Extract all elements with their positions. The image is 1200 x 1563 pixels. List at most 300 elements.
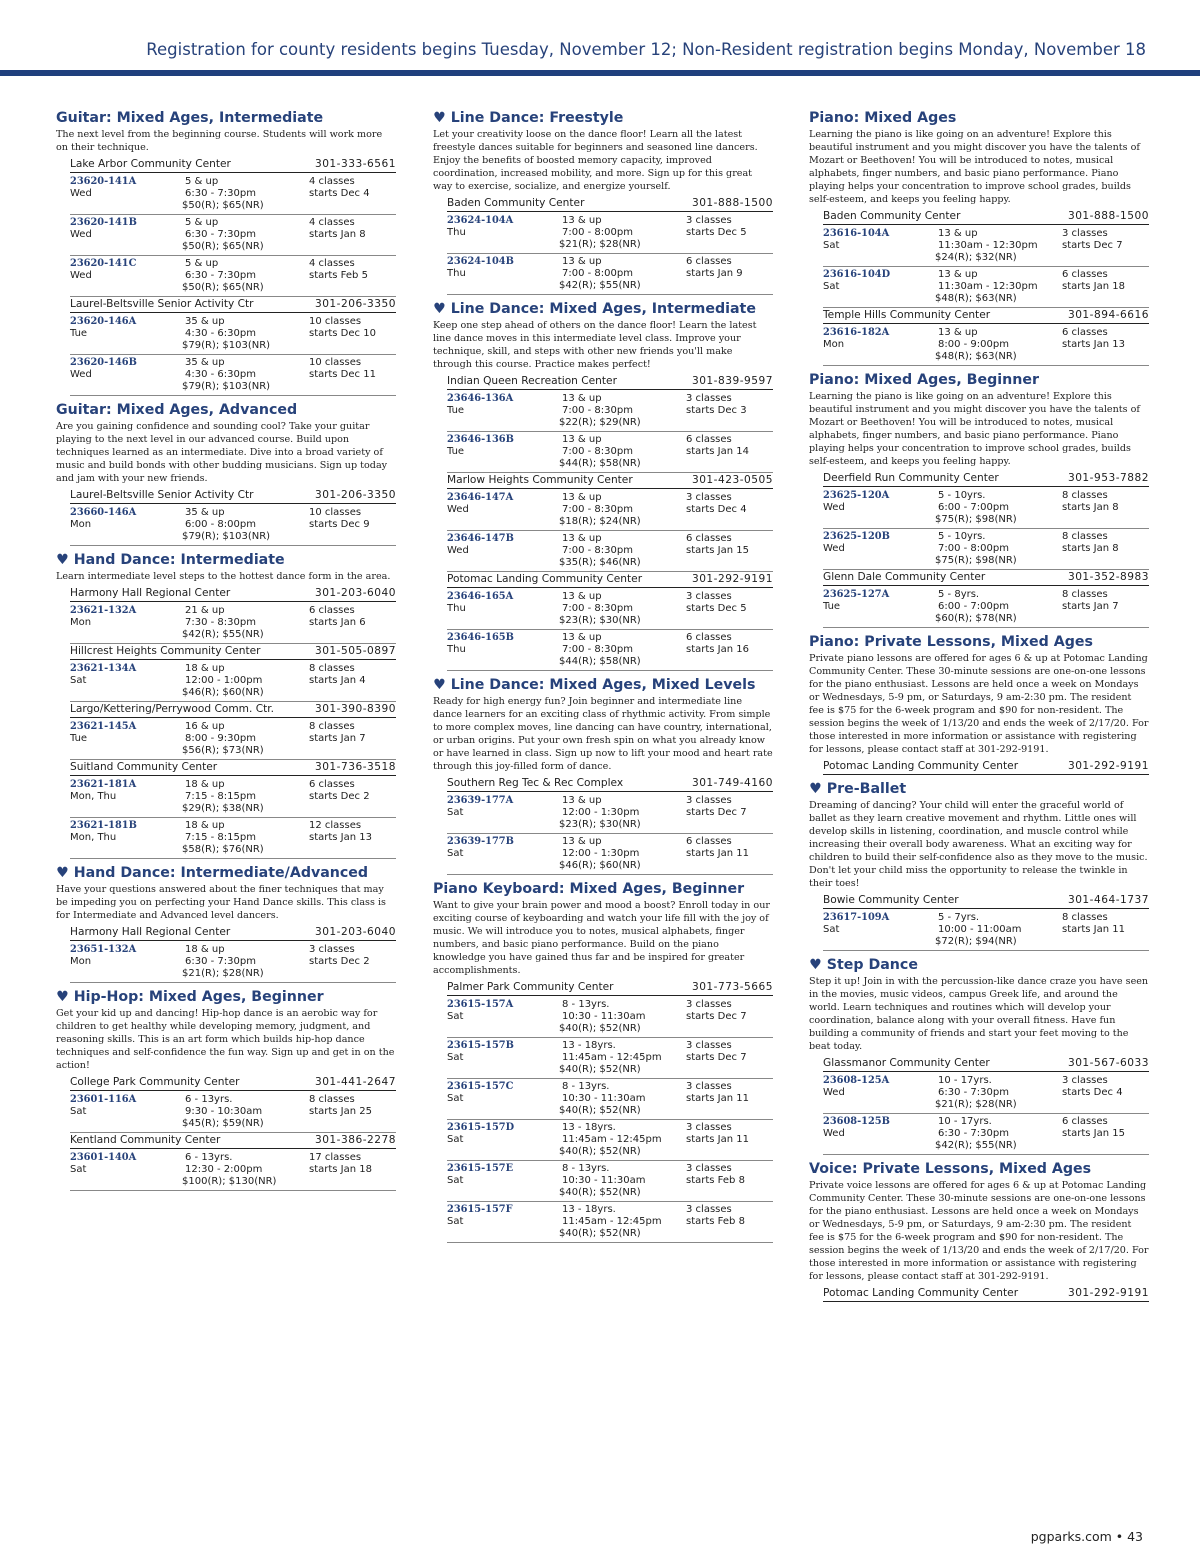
class-time: 7:00 - 8:30pm <box>562 545 633 556</box>
location-name: Suitland Community Center <box>70 761 218 773</box>
location-phone: 301-953-7882 <box>1067 472 1149 484</box>
course-title <box>56 400 396 420</box>
class-fee: $23(R); $30(NR) <box>559 615 641 626</box>
column-1 <box>56 108 396 1195</box>
class-fee: $22(R); $29(NR) <box>559 417 641 428</box>
class-time: 9:30 - 10:30am <box>185 1106 263 1117</box>
location-name: Temple Hills Community Center <box>823 309 991 321</box>
class-day: Wed <box>823 1087 845 1098</box>
course-description: Keep one step ahead of others on the dance floor! Learn the latest line dance moves in this intermediate level class. Improve your technique, skill, and steps with other new friends you'll make through this course. Practice makes perfect! <box>433 320 757 370</box>
location-row <box>447 196 773 212</box>
class-code: 23625-120B <box>823 531 890 542</box>
location-name: Deerfield Run Community Center <box>823 472 999 484</box>
location-row <box>823 308 1149 324</box>
class-day: Sat <box>70 1164 87 1175</box>
course-section <box>433 108 773 295</box>
class-code: 23617-109A <box>823 912 890 923</box>
location-row <box>447 980 773 996</box>
class-code: 23615-157B <box>447 1040 514 1051</box>
class-day: Wed <box>823 1128 845 1139</box>
heart-icon: ♥ <box>56 552 69 568</box>
class-time: 12:00 - 1:30pm <box>562 848 640 859</box>
class-age: 35 & up <box>185 507 225 518</box>
class-row <box>447 589 773 630</box>
class-time: 11:30am - 12:30pm <box>938 240 1038 251</box>
class-start: starts Dec 4 <box>1062 1087 1123 1098</box>
class-row <box>447 254 773 295</box>
location-row <box>70 1133 396 1149</box>
class-fee: $21(R); $28(NR) <box>182 968 264 979</box>
class-fee: $45(R); $59(NR) <box>182 1118 264 1129</box>
class-start: starts Jan 13 <box>1062 339 1125 350</box>
location-name: Baden Community Center <box>823 210 961 222</box>
course-title-text: Pre-Ballet <box>826 781 907 797</box>
class-age: 13 & up <box>562 591 602 602</box>
class-day: Sat <box>823 240 840 251</box>
class-count: 12 classes <box>309 820 362 831</box>
class-row <box>447 490 773 531</box>
class-row <box>447 432 773 473</box>
class-row <box>447 1202 773 1243</box>
class-age: 5 & up <box>185 217 219 228</box>
class-row <box>823 910 1149 951</box>
class-row <box>823 587 1149 628</box>
class-fee: $50(R); $65(NR) <box>182 241 264 252</box>
class-time: 4:30 - 6:30pm <box>185 328 256 339</box>
class-count: 6 classes <box>309 779 355 790</box>
class-code: 23620-141C <box>70 258 137 269</box>
class-fee: $50(R); $65(NR) <box>182 200 264 211</box>
class-code: 23625-120A <box>823 490 890 501</box>
class-fee: $46(R); $60(NR) <box>182 687 264 698</box>
class-row <box>447 997 773 1038</box>
class-start: starts Dec 10 <box>309 328 376 339</box>
class-fee: $42(R); $55(NR) <box>182 629 264 640</box>
class-code: 23621-134A <box>70 663 137 674</box>
class-fee: $21(R); $28(NR) <box>559 239 641 250</box>
class-day: Mon <box>70 519 92 530</box>
class-count: 10 classes <box>309 357 362 368</box>
heart-icon: ♥ <box>56 989 69 1005</box>
class-count: 3 classes <box>686 1204 732 1215</box>
class-age: 5 - 10yrs. <box>938 531 986 542</box>
class-day: Thu <box>447 227 466 238</box>
class-time: 6:30 - 7:30pm <box>185 188 256 199</box>
location-phone: 301-736-3518 <box>314 761 396 773</box>
class-age: 13 - 18yrs. <box>562 1204 616 1215</box>
class-code: 23601-116A <box>70 1094 137 1105</box>
location-name: Palmer Park Community Center <box>447 981 614 993</box>
location-name: Potomac Landing Community Center <box>823 760 1019 772</box>
class-code: 23660-146A <box>70 507 137 518</box>
class-day: Wed <box>823 543 845 554</box>
class-day: Wed <box>70 229 92 240</box>
class-fee: $29(R); $38(NR) <box>182 803 264 814</box>
class-fee: $75(R); $98(NR) <box>935 514 1017 525</box>
class-code: 23651-132A <box>70 944 137 955</box>
class-count: 8 classes <box>309 721 355 732</box>
class-age: 5 - 10yrs. <box>938 490 986 501</box>
location-name: Largo/Kettering/Perrywood Comm. Ctr. <box>70 703 275 715</box>
class-code: 23615-157F <box>447 1204 513 1215</box>
class-fee: $100(R); $130(NR) <box>182 1176 277 1187</box>
class-day: Thu <box>447 603 466 614</box>
class-age: 13 & up <box>562 215 602 226</box>
class-start: starts Dec 3 <box>686 405 747 416</box>
class-row <box>70 355 396 396</box>
class-row <box>70 777 396 818</box>
location-row <box>447 572 773 588</box>
location-phone: 301-505-0897 <box>314 645 396 657</box>
class-time: 11:45am - 12:45pm <box>562 1134 662 1145</box>
class-fee: $60(R); $78(NR) <box>935 613 1017 624</box>
class-age: 10 - 17yrs. <box>938 1116 992 1127</box>
class-day: Tue <box>70 733 88 744</box>
location-row <box>70 644 396 660</box>
class-row <box>823 529 1149 570</box>
class-fee: $40(R); $52(NR) <box>559 1187 641 1198</box>
class-age: 6 - 13yrs. <box>185 1094 233 1105</box>
location-row <box>70 1075 396 1091</box>
course-title <box>56 108 396 128</box>
class-count: 3 classes <box>686 1081 732 1092</box>
class-start: starts Jan 15 <box>1062 1128 1125 1139</box>
class-row <box>447 1038 773 1079</box>
class-row <box>447 391 773 432</box>
class-age: 18 & up <box>185 779 225 790</box>
location-name: Kentland Community Center <box>70 1134 221 1146</box>
class-count: 3 classes <box>686 999 732 1010</box>
class-time: 7:00 - 8:30pm <box>562 603 633 614</box>
class-row <box>447 531 773 572</box>
class-day: Wed <box>447 504 469 515</box>
course-title-text: Step Dance <box>826 957 918 973</box>
location-name: Southern Reg Tec & Rec Complex <box>447 777 624 789</box>
class-fee: $79(R); $103(NR) <box>182 381 271 392</box>
location-row <box>70 157 396 173</box>
class-fee: $40(R); $52(NR) <box>559 1064 641 1075</box>
class-time: 7:00 - 8:30pm <box>562 405 633 416</box>
location-phone: 301-390-8390 <box>314 703 396 715</box>
class-age: 13 & up <box>938 228 978 239</box>
class-age: 5 & up <box>185 258 219 269</box>
class-time: 6:00 - 7:00pm <box>938 502 1009 513</box>
location-name: Harmony Hall Regional Center <box>70 926 231 938</box>
course-title-text: Hand Dance: Intermediate/Advanced <box>73 865 369 881</box>
class-fee: $21(R); $28(NR) <box>935 1099 1017 1110</box>
course-section <box>809 632 1149 775</box>
course-description: Learning the piano is like going on an adventure! Explore this beautiful instrument and you might discover you have the talents of Mozart or Beethoven! You will be introduced to notes, musical alphabets, finger numbers, and basic piano performance. Piano playing helps your concentration to improve school grades, builds self-esteem, and keeps you feeling happy. <box>809 129 1140 205</box>
class-start: starts Dec 2 <box>309 956 370 967</box>
course-title <box>809 370 1149 390</box>
class-time: 8:00 - 9:00pm <box>938 339 1009 350</box>
class-count: 3 classes <box>686 591 732 602</box>
location-phone: 301-894-6616 <box>1067 309 1149 321</box>
class-time: 11:45am - 12:45pm <box>562 1216 662 1227</box>
location-name: Lake Arbor Community Center <box>70 158 231 170</box>
heart-icon: ♥ <box>809 957 822 973</box>
class-day: Mon, Thu <box>70 832 117 843</box>
course-title-text: Piano: Private Lessons, Mixed Ages <box>809 634 1093 650</box>
class-count: 8 classes <box>1062 912 1108 923</box>
class-code: 23646-136A <box>447 393 514 404</box>
class-code: 23608-125B <box>823 1116 890 1127</box>
class-count: 6 classes <box>1062 269 1108 280</box>
class-code: 23601-140A <box>70 1152 137 1163</box>
course-title <box>809 632 1149 652</box>
location-row <box>447 776 773 792</box>
class-day: Mon <box>70 617 92 628</box>
location-name: College Park Community Center <box>70 1076 240 1088</box>
class-count: 8 classes <box>1062 490 1108 501</box>
class-fee: $48(R); $63(NR) <box>935 351 1017 362</box>
class-fee: $79(R); $103(NR) <box>182 340 271 351</box>
class-code: 23621-145A <box>70 721 137 732</box>
class-count: 3 classes <box>686 492 732 503</box>
class-fee: $35(R); $46(NR) <box>559 557 641 568</box>
class-code: 23621-181A <box>70 779 137 790</box>
course-section <box>56 987 396 1191</box>
class-row <box>70 603 396 644</box>
course-title-text: Hand Dance: Intermediate <box>73 552 285 568</box>
class-age: 13 & up <box>562 492 602 503</box>
class-code: 23616-104D <box>823 269 891 280</box>
class-start: starts Jan 13 <box>309 832 372 843</box>
course-title-text: Piano: Mixed Ages, Beginner <box>809 372 1039 388</box>
course-section <box>56 108 396 396</box>
class-day: Sat <box>447 1093 464 1104</box>
course-title-text: Hip-Hop: Mixed Ages, Beginner <box>73 989 324 1005</box>
class-age: 16 & up <box>185 721 225 732</box>
class-row <box>70 1150 396 1191</box>
class-count: 6 classes <box>309 605 355 616</box>
location-row <box>70 702 396 718</box>
location-row <box>70 297 396 313</box>
class-count: 3 classes <box>309 944 355 955</box>
class-code: 23639-177A <box>447 795 514 806</box>
class-start: starts Dec 5 <box>686 227 747 238</box>
class-code: 23620-146A <box>70 316 137 327</box>
location-phone: 301-464-1737 <box>1067 894 1149 906</box>
course-section <box>809 370 1149 628</box>
class-time: 6:30 - 7:30pm <box>185 229 256 240</box>
class-count: 4 classes <box>309 217 355 228</box>
class-row <box>70 818 396 859</box>
course-description: Dreaming of dancing? Your child will enter the graceful world of ballet as they learn creative movement and rhythm. Little ones will develop skills in listening, coordination, and muscle control while increasing their overall body awareness. What an exciting way for children to build their self-confidence also as they move to the music. Don't let your child miss the opportunity to release the twinkle in their toes! <box>809 800 1148 889</box>
location-name: Glenn Dale Community Center <box>823 571 986 583</box>
class-start: starts Jan 25 <box>309 1106 372 1117</box>
course-section <box>56 400 396 546</box>
class-time: 6:30 - 7:30pm <box>938 1087 1009 1098</box>
course-title-text: Line Dance: Freestyle <box>450 110 624 126</box>
class-day: Sat <box>447 848 464 859</box>
class-time: 6:30 - 7:30pm <box>938 1128 1009 1139</box>
class-time: 11:30am - 12:30pm <box>938 281 1038 292</box>
class-start: starts Jan 9 <box>686 268 743 279</box>
class-count: 10 classes <box>309 507 362 518</box>
class-start: starts Dec 4 <box>309 188 370 199</box>
location-row <box>823 209 1149 225</box>
class-code: 23646-147A <box>447 492 514 503</box>
class-count: 6 classes <box>1062 1116 1108 1127</box>
class-row <box>823 488 1149 529</box>
course-description: Get your kid up and dancing! Hip-hop dance is an aerobic way for children to get healthy while developing memory, judgment, and reasoning skills. This is an art form which builds hip-hop dance techniques and self-confidence the fun way. Sign up and get in on the action! <box>56 1008 395 1071</box>
class-time: 6:00 - 8:00pm <box>185 519 256 530</box>
class-fee: $42(R); $55(NR) <box>559 280 641 291</box>
course-title <box>809 108 1149 128</box>
class-age: 8 - 13yrs. <box>562 1163 610 1174</box>
class-day: Sat <box>70 675 87 686</box>
class-count: 4 classes <box>309 258 355 269</box>
course-section <box>809 108 1149 366</box>
class-day: Mon, Thu <box>70 791 117 802</box>
course-description: Have your questions answered about the finer techniques that may be impeding you on perfecting your Hand Dance skills. This class is for Intermediate and Advanced level dancers. <box>56 884 386 921</box>
class-row <box>70 215 396 256</box>
location-phone: 301-203-6040 <box>314 926 396 938</box>
class-code: 23620-146B <box>70 357 137 368</box>
location-phone: 301-292-9191 <box>1067 1287 1149 1299</box>
course-title-text: Guitar: Mixed Ages, Intermediate <box>56 110 324 126</box>
class-time: 8:00 - 9:30pm <box>185 733 256 744</box>
location-row <box>447 374 773 390</box>
class-count: 3 classes <box>686 393 732 404</box>
registration-notice: Registration for county residents begins Tuesday, November 12; Non-Resident registration begins Monday, November 18 <box>146 40 1146 59</box>
location-name: Potomac Landing Community Center <box>447 573 643 585</box>
course-description: Ready for high energy fun? Join beginner and intermediate line dance learners for an exciting class of rhythmic activity. From simple to more complex moves, line dancing can have country, international, or urban origins. Put your own fresh spin on what you already know or have learned in class. Sign up now to lift your mood and heart rate through this joy-filled form of dance. <box>433 696 773 772</box>
class-day: Sat <box>447 1011 464 1022</box>
class-start: starts Jan 16 <box>686 644 749 655</box>
class-code: 23621-132A <box>70 605 137 616</box>
location-phone: 301-333-6561 <box>314 158 396 170</box>
class-row <box>447 834 773 875</box>
class-start: starts Jan 18 <box>1062 281 1125 292</box>
class-code: 23620-141A <box>70 176 137 187</box>
class-age: 13 & up <box>562 434 602 445</box>
class-code: 23615-157E <box>447 1163 514 1174</box>
course-title-text: Piano Keyboard: Mixed Ages, Beginner <box>433 881 745 897</box>
course-title-text: Line Dance: Mixed Ages, Intermediate <box>450 301 756 317</box>
location-phone: 301-292-9191 <box>691 573 773 585</box>
class-time: 6:30 - 7:30pm <box>185 270 256 281</box>
class-start: starts Jan 11 <box>686 1093 749 1104</box>
class-count: 3 classes <box>686 795 732 806</box>
class-age: 13 & up <box>562 836 602 847</box>
class-start: starts Dec 7 <box>1062 240 1123 251</box>
class-count: 6 classes <box>686 836 732 847</box>
location-phone: 301-386-2278 <box>314 1134 396 1146</box>
class-day: Tue <box>823 601 841 612</box>
class-age: 13 & up <box>562 632 602 643</box>
heart-icon: ♥ <box>56 865 69 881</box>
class-row <box>447 630 773 671</box>
location-row <box>823 471 1149 487</box>
class-count: 3 classes <box>1062 228 1108 239</box>
location-phone: 301-203-6040 <box>314 587 396 599</box>
class-start: starts Feb 8 <box>686 1175 745 1186</box>
class-row <box>823 226 1149 267</box>
class-code: 23616-182A <box>823 327 890 338</box>
heart-icon: ♥ <box>433 301 446 317</box>
class-fee: $44(R); $58(NR) <box>559 656 641 667</box>
class-day: Tue <box>447 446 465 457</box>
location-name: Bowie Community Center <box>823 894 959 906</box>
class-age: 13 & up <box>562 533 602 544</box>
class-day: Wed <box>70 369 92 380</box>
location-row <box>823 1286 1149 1302</box>
course-description: Learning the piano is like going on an adventure! Explore this beautiful instrument and you might discover you have the talents of Mozart or Beethoven! You will be introduced to notes, musical alphabets, finger numbers, and basic piano performance. Piano playing helps your concentration to improve school grades, builds self-esteem, and keeps you feeling happy. <box>809 391 1140 467</box>
class-fee: $46(R); $60(NR) <box>559 860 641 871</box>
location-name: Laurel-Beltsville Senior Activity Ctr <box>70 298 254 310</box>
class-count: 8 classes <box>309 1094 355 1105</box>
class-count: 3 classes <box>686 1163 732 1174</box>
class-time: 10:30 - 11:30am <box>562 1011 646 1022</box>
header-banner <box>0 0 1200 78</box>
class-code: 23615-157D <box>447 1122 515 1133</box>
class-time: 7:00 - 8:00pm <box>562 268 633 279</box>
class-fee: $72(R); $94(NR) <box>935 936 1017 947</box>
class-row <box>70 719 396 760</box>
class-day: Wed <box>70 270 92 281</box>
class-start: starts Dec 5 <box>686 603 747 614</box>
location-phone: 301-206-3350 <box>314 298 396 310</box>
class-age: 21 & up <box>185 605 225 616</box>
class-day: Wed <box>447 545 469 556</box>
class-start: starts Jan 8 <box>309 229 366 240</box>
class-start: starts Jan 7 <box>309 733 366 744</box>
location-name: Glassmanor Community Center <box>823 1057 990 1069</box>
course-title <box>433 299 773 319</box>
class-time: 12:30 - 2:00pm <box>185 1164 263 1175</box>
location-row <box>823 570 1149 586</box>
class-count: 8 classes <box>1062 589 1108 600</box>
class-time: 10:30 - 11:30am <box>562 1175 646 1186</box>
course-title-text: Voice: Private Lessons, Mixed Ages <box>809 1161 1092 1177</box>
class-age: 5 & up <box>185 176 219 187</box>
location-phone: 301-441-2647 <box>314 1076 396 1088</box>
class-code: 23615-157A <box>447 999 514 1010</box>
location-phone: 301-352-8983 <box>1067 571 1149 583</box>
class-time: 7:00 - 8:00pm <box>938 543 1009 554</box>
course-description: Let your creativity loose on the dance floor! Learn all the latest freestyle dances suitable for beginners and seasoned line dancers. Enjoy the benefits of boosted memory capacity, improved coordination, increased mobility, and more. Sign up for this great way to exercise, socialize, and energize yourself. <box>433 129 758 192</box>
class-row <box>70 174 396 215</box>
class-age: 18 & up <box>185 944 225 955</box>
column-3 <box>809 108 1149 1306</box>
course-title-text: Guitar: Mixed Ages, Advanced <box>56 402 298 418</box>
class-age: 13 & up <box>562 795 602 806</box>
class-time: 7:00 - 8:30pm <box>562 504 633 515</box>
class-code: 23625-127A <box>823 589 890 600</box>
class-time: 6:00 - 7:00pm <box>938 601 1009 612</box>
course-title <box>433 108 773 128</box>
class-time: 7:15 - 8:15pm <box>185 791 256 802</box>
class-fee: $40(R); $52(NR) <box>559 1105 641 1116</box>
class-age: 6 - 13yrs. <box>185 1152 233 1163</box>
course-section <box>433 299 773 671</box>
course-title <box>433 879 773 899</box>
class-count: 6 classes <box>686 533 732 544</box>
class-start: starts Feb 8 <box>686 1216 745 1227</box>
class-time: 12:00 - 1:30pm <box>562 807 640 818</box>
class-time: 6:30 - 7:30pm <box>185 956 256 967</box>
course-section <box>56 550 396 859</box>
class-code: 23646-165B <box>447 632 514 643</box>
heart-icon: ♥ <box>433 110 446 126</box>
class-age: 5 - 8yrs. <box>938 589 980 600</box>
class-fee: $58(R); $76(NR) <box>182 844 264 855</box>
class-start: starts Dec 7 <box>686 807 747 818</box>
location-phone: 301-773-5665 <box>691 981 773 993</box>
course-section <box>809 779 1149 951</box>
